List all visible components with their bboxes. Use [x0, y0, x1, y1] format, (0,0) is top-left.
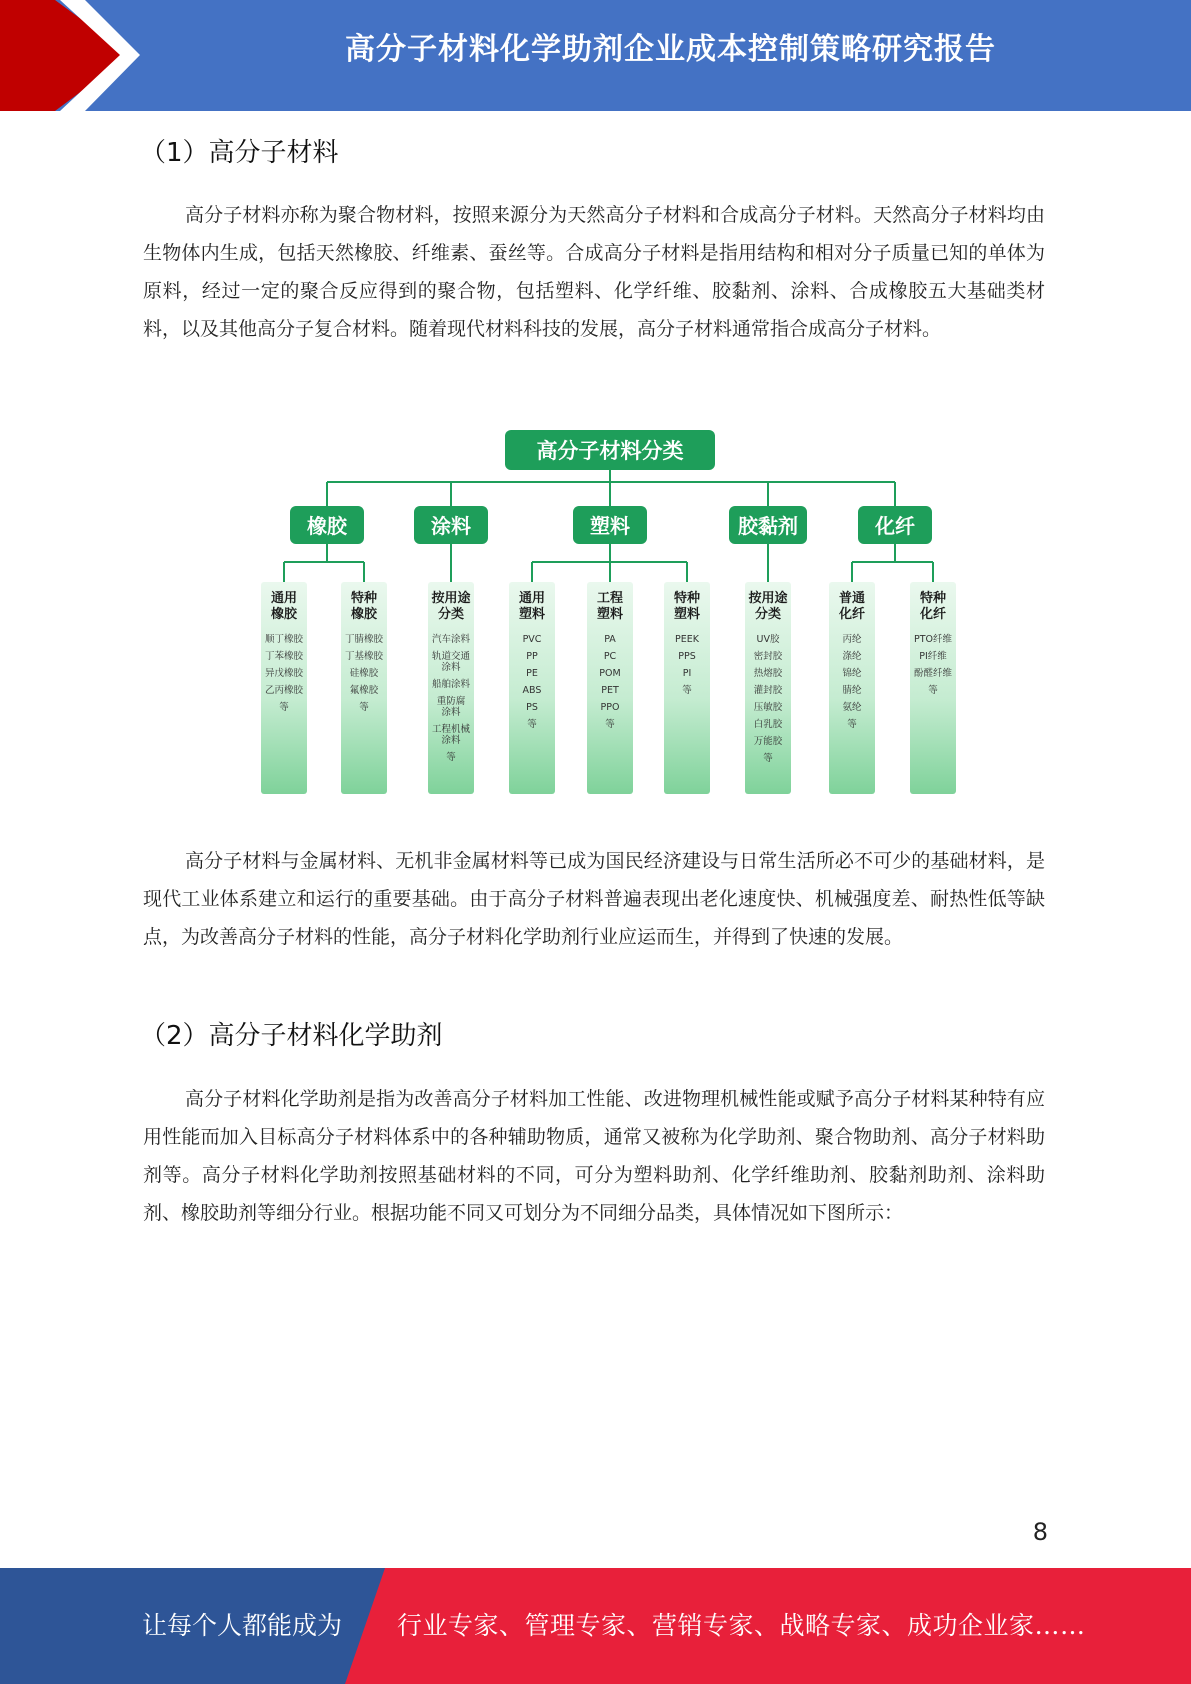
diagram-leaf-title: 通用	[518, 591, 546, 606]
diagram-leaf-item: 压敏胶	[753, 702, 783, 713]
diagram-leaf-item: 涂料	[441, 735, 461, 746]
diagram-category-label: 胶黏剂	[738, 514, 798, 538]
diagram-leaf-item: 轨道交通	[431, 651, 471, 662]
diagram-leaf-item: 酚醛纤维	[913, 668, 953, 679]
diagram-leaf-item: PI纤维	[919, 651, 947, 662]
diagram-leaf-title: 化纤	[838, 607, 866, 622]
diagram-leaf-item: 重防腐	[436, 696, 466, 707]
diagram-leaf-item: 丁腈橡胶	[344, 634, 384, 645]
diagram-leaf-title: 橡胶	[270, 607, 298, 622]
diagram-leaf-item: 硅橡胶	[349, 668, 379, 679]
diagram-leaf-title: 工程	[596, 591, 624, 606]
diagram-leaf-item: 等	[605, 719, 615, 730]
diagram-leaf-title: 通用	[270, 591, 298, 606]
diagram-leaf-item: 丁苯橡胶	[264, 651, 304, 662]
diagram-leaf-item: 异戊橡胶	[264, 668, 304, 679]
diagram-leaf-title: 特种	[919, 591, 947, 606]
diagram-leaf-title: 橡胶	[350, 607, 378, 622]
diagram-leaf-item: PVC	[522, 634, 542, 645]
diagram-leaf-item: 等	[847, 719, 857, 730]
diagram-leaf-title: 普通	[838, 591, 866, 606]
section-1-paragraph-1: 高分子材料亦称为聚合物材料，按照来源分为天然高分子材料和合成高分子材料。天然高分子材料均由生物体内生成，包括天然橡胶、纤维素、蚕丝等。合成高分子材料是指用结构和相对分子质量已知的单体为原料，经过一定的聚合反应得到的聚合物，包括塑料、化学纤维、胶黏剂、涂料、合成橡胶五大基础类材料，以及其他高分子复合材料。随着现代材料科技的发展，高分子材料通常指合成高分子材料。	[143, 204, 1045, 340]
diagram-leaf-item: 锦纶	[842, 668, 862, 679]
diagram-leaf-item: 等	[359, 702, 369, 713]
diagram-category-label: 橡胶	[307, 514, 347, 538]
diagram-leaf-title: 特种	[673, 591, 701, 606]
diagram-leaf-item: 丁基橡胶	[344, 651, 384, 662]
section-2-paragraph-1: 高分子材料化学助剂是指为改善高分子材料加工性能、改进物理机械性能或赋予高分子材料某种特有应用性能而加入目标高分子材料体系中的各种辅助物质，通常又被称为化学助剂、聚合物助剂、高分子材料助剂等。高分子材料化学助剂按照基础材料的不同，可分为塑料助剂、化学纤维助剂、胶黏剂助剂、涂料助剂、橡胶助剂等细分行业。根据功能不同又可划分为不同细分品类，具体情况如下图所示：	[143, 1088, 1045, 1224]
diagram-leaf-item: POM	[599, 668, 621, 679]
page-number: 8	[1032, 1518, 1048, 1546]
diagram-root-label: 高分子材料分类	[536, 439, 684, 463]
diagram-leaf-item: 丙纶	[842, 634, 862, 645]
diagram-leaf-item: 白乳胶	[753, 719, 783, 730]
diagram-leaf-item: 灌封胶	[753, 685, 783, 696]
diagram-leaf-title: 特种	[350, 591, 378, 606]
header-arrow-decoration	[0, 0, 160, 111]
diagram-leaf-item: 涤纶	[842, 651, 862, 662]
diagram-leaf-item: 密封胶	[753, 651, 783, 662]
diagram-leaf-item: PPS	[678, 651, 696, 662]
diagram-leaf-item: 氟橡胶	[349, 685, 379, 696]
diagram-leaf-item: PS	[526, 702, 538, 713]
diagram-leaf-item: PA	[604, 634, 616, 645]
diagram-leaf-item: 涂料	[441, 707, 461, 718]
diagram-leaf-item: 工程机械	[431, 724, 471, 735]
diagram-leaf-item: 等	[682, 685, 692, 696]
section-2-title: （2）高分子材料化学助剂	[140, 1021, 443, 1051]
diagram-leaf-item: PEEK	[675, 634, 699, 645]
diagram-leaf-item: 船舶涂料	[431, 679, 471, 690]
section-1-paragraph-2: 高分子材料与金属材料、无机非金属材料等已成为国民经济建设与日常生活所必不可少的基础材料，是现代工业体系建立和运行的重要基础。由于高分子材料普遍表现出老化速度快、机械强度差、耐热性低等缺点，为改善高分子材料的性能，高分子材料化学助剂行业应运而生，并得到了快速的发展。	[143, 850, 1045, 948]
diagram-leaf-item: 等	[446, 752, 456, 763]
diagram-leaf-item: 等	[527, 719, 537, 730]
diagram-leaf-title: 塑料	[518, 607, 546, 622]
diagram-leaf-item: 等	[279, 702, 289, 713]
diagram-leaf-item: 万能胶	[753, 736, 783, 747]
diagram-category-label: 涂料	[431, 514, 471, 538]
diagram-leaf-item: PP	[526, 651, 538, 662]
header-title: 高分子材料化学助剂企业成本控制策略研究报告	[345, 32, 996, 67]
diagram-leaf-title: 化纤	[919, 607, 947, 622]
diagram-leaf-item: PI	[682, 668, 692, 679]
diagram-leaf-item: 涂料	[441, 662, 461, 673]
diagram-leaf-item: PE	[526, 668, 538, 679]
diagram-leaf-title: 按用途	[431, 591, 471, 606]
diagram-leaf-item: 汽车涂料	[431, 634, 471, 645]
diagram-leaf-item: PC	[603, 651, 617, 662]
diagram-category-label: 塑料	[590, 514, 630, 538]
diagram-leaf-title: 塑料	[673, 607, 701, 622]
polymer-classification-diagram	[240, 420, 980, 805]
diagram-leaf-item: 氨纶	[842, 702, 862, 713]
diagram-leaf-item: 等	[763, 753, 773, 764]
page-header	[0, 0, 1191, 111]
diagram-leaf-title: 按用途	[748, 591, 788, 606]
diagram-category-label: 化纤	[875, 514, 915, 538]
section-1-title: （1）高分子材料	[140, 138, 339, 168]
diagram-leaf-item: PPO	[600, 702, 620, 713]
footer-slogan-left: 让每个人都能成为	[142, 1611, 343, 1640]
diagram-leaf-item: 乙丙橡胶	[264, 685, 304, 696]
diagram-leaf-title: 分类	[754, 607, 782, 622]
diagram-leaf-item: 等	[928, 685, 938, 696]
footer-slogan-right: 行业专家、管理专家、营销专家、战略专家、成功企业家……	[397, 1611, 1086, 1640]
diagram-leaf-item: 顺丁橡胶	[264, 634, 304, 645]
diagram-leaf-item: 热熔胶	[753, 668, 783, 679]
diagram-leaf-title: 分类	[437, 607, 465, 622]
diagram-leaf-item: UV胶	[756, 634, 780, 645]
diagram-leaf-title: 塑料	[596, 607, 624, 622]
diagram-leaf-item: PET	[601, 685, 619, 696]
diagram-leaf-item: PTO纤维	[913, 634, 953, 645]
diagram-leaf-item: 腈纶	[842, 685, 862, 696]
page-footer	[0, 1568, 1191, 1684]
diagram-leaf-item: ABS	[522, 685, 542, 696]
